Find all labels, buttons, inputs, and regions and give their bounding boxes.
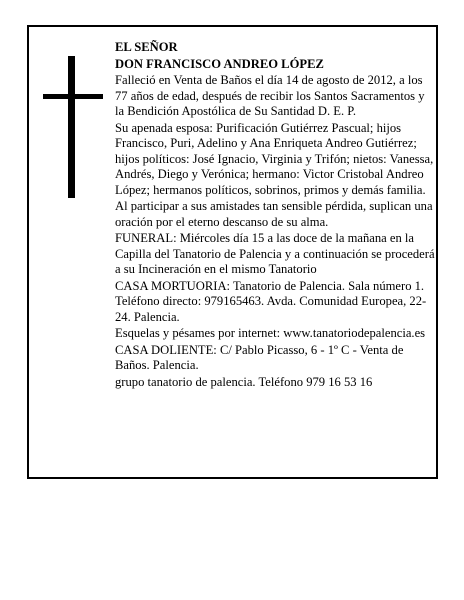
condolences-paragraph: Esquelas y pésames por internet: www.tanatoriodepalencia.es	[115, 326, 426, 340]
home-paragraph: CASA DOLIENTE: C/ Pablo Picasso, 6 - 1º C - Venta de Baños. Palencia.	[115, 342, 404, 372]
notice-text	[115, 40, 435, 391]
request-paragraph: Al participar a sus amistades tan sensible pérdida, suplican una oración por el eterno descanso de su alma.	[115, 199, 433, 229]
obituary-notice	[27, 25, 438, 479]
footer-line: grupo tanatorio de palencia. Teléfono 979 16 53 16	[115, 374, 373, 389]
cross-icon	[43, 56, 103, 198]
mortuary-paragraph: CASA MORTUORIA: Tanatorio de Palencia. Sala número 1. Teléfono directo: 979165463. Avda. Comunidad Europea, 22-24. Palencia.	[115, 278, 427, 324]
funeral-paragraph: FUNERAL: Miércoles día 15 a las doce de la mañana en la Capilla del Tanatorio de Palencia y a continuación se procederá a su Incineración en el mismo Tanatorio	[115, 231, 435, 276]
notice-title-line1: EL SEÑOR	[115, 40, 178, 54]
notice-title-line2: DON FRANCISCO ANDREO LÓPEZ	[115, 56, 324, 71]
family-paragraph: Su apenada esposa: Purificación Gutiérrez Pascual; hijos Francisco, Puri, Adelino y Ana Enriqueta Andreo Gutiérrez; hijos políticos: José Ignacio, Virginia y Trifón; nietos: Vanessa, Andrés, Diego y Verónica; hermano: Victor Cristobal Andreo López; hermanos políticos, sobrinos, primos y demás familia.	[115, 120, 434, 197]
death-paragraph: Falleció en Venta de Baños el día 14 de agosto de 2012, a los 77 años de edad, después de recibir los Santos Sacramentos y la Bendición Apostólica de Su Santidad D. E. P.	[115, 73, 425, 118]
